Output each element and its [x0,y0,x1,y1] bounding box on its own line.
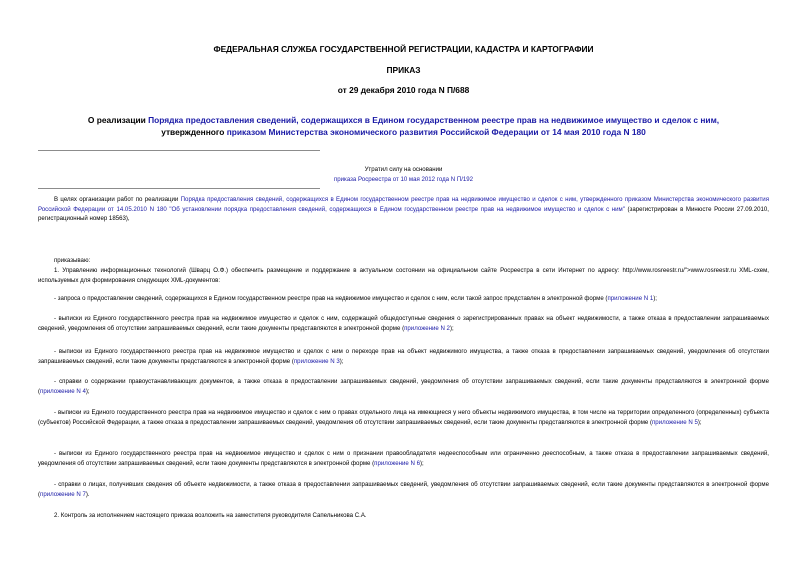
status-note-line1: Утратил силу на основании [364,166,443,173]
appendix-6-link[interactable]: приложение N 6 [374,459,420,467]
repeal-order-link[interactable]: приказа Росреестра от 10 мая 2012 года N П/192 [333,176,474,183]
appendix-1-link[interactable]: приложение N 1 [607,295,654,302]
appendix-7-link[interactable]: приложение N 7 [40,490,86,498]
order-word-text: приказываю: [54,257,91,264]
appendix-5-link[interactable]: приложение N 5 [652,418,698,426]
bullet-4-text: - справки о содержании правоустанавливающих документов, а также отказа в предоставлении запрашиваемых сведений, уведомления об отсутствии запрашиваемых сведений, если такие документы представляются в электронной форме ( [38,378,769,395]
bullet-7-text: - справки о лицах, получивших сведения об объекте недвижимости, а также отказа в предоставлении запрашиваемых сведений, уведомления об отсутствии запрашиваемых сведений, если такие документы представляются в электронной форме ( [38,481,769,498]
preamble-suffix: (зарегистрирован в Минюсте России 27.09.2010, регистрационный номер 18563), [38,205,769,223]
divider-top [38,150,320,151]
doc-title-line1 [0,115,807,126]
appendix-3-link[interactable]: приложение N 3 [293,357,340,365]
bullet-1-end: ); [653,295,658,302]
title-prefix-2: утвержденного [161,127,227,137]
title-order-link[interactable]: приказом Министерства экономического развития Российской Федерации от 14 мая 2010 года N 180 [226,127,646,137]
item-2-paragraph [38,511,769,521]
bullet-6-text: - выписки из Единого государственного реестра прав на недвижимое имущество и сделок с ним о признании правообладателя недееспособным или ограниченно дееспособным, а также отказа в предоставлении запрашиваемых сведений, уведомления об отсутствии запрашиваемых сведений, если такие документы представляются в электронной форме ( [38,450,769,467]
item-1-text: 1. Управлению информационных технологий (Шварц О.Ф.) обеспечить размещение и поддержание в актуальном состоянии на официальном сайте Росреестра в сети Интернет по адресу: http://www.rosreestr.ru/">www.rosreestr.ru XML-схем, используемых для формирования следующих XML-документов: [38,267,769,284]
bullet-2-end: ); [449,324,454,332]
title-procedure-link[interactable]: Порядка предоставления сведений, содержащихся в Едином государственном реестре прав на недвижимое имущество и сделок с ним, [148,115,720,125]
agency-heading: ФЕДЕРАЛЬНАЯ СЛУЖБА ГОСУДАРСТВЕННОЙ РЕГИСТРАЦИИ, КАДАСТРА И КАРТОГРАФИИ [213,44,594,54]
doc-title-line2 [0,127,807,138]
preamble-paragraph [38,195,769,224]
preamble-procedure-link[interactable]: Порядка предоставления сведений, содержащихся в Едином государственном реестре прав на недвижимое имущество и сделок с ним, утвержденного приказом Министерства экономического развития Российской Федерации от 14.05.2010 N 180 "Об установлении порядка предоставления сведений, содержащихся в Едином государственном реестре прав на недвижимое имущество и сделок с ним" [38,196,769,213]
status-note-line2 [0,175,807,185]
bullet-5-end: ); [697,418,702,426]
item-1-paragraph [38,266,769,285]
bullet-5 [38,408,769,427]
bullet-4-end: ); [85,387,90,395]
bullet-3-end: ); [339,357,344,365]
bullet-3 [38,347,769,366]
doc-date-number: от 29 декабря 2010 года N П/688 [337,85,470,95]
bullet-5-text: - выписки из Единого государственного реестра прав на недвижимое имущество и сделок с ним о правах отдельного лица на имеющиеся у него объекты недвижимого имущества, в том числе на территории определенного (определенных) субъекта (субъектов) Российской Федерации, а также отказа в предоставлении запрашиваемых сведений, уведомления об отсутствии запрашиваемых сведений, если такие документы представляются в электронной форме ( [38,409,769,426]
bullet-7 [38,480,769,499]
bullet-7-end: ). [85,490,90,498]
appendix-2-link[interactable]: приложение N 2 [404,324,450,332]
bullet-1-text: - запроса о предоставлении сведений, содержащихся в Едином государственном реестре прав на недвижимое имущество и сделок с ним, если такой запрос представлен в электронной форме ( [54,295,608,302]
bullet-3-text: - выписки из Единого государственного реестра прав на недвижимое имущество и сделок с ним о переходе прав на объект недвижимого имущества, а также отказа в предоставлении запрашиваемых сведений, уведомления об отсутствии запрашиваемых сведений, если такие документы представляются в электронной форме ( [38,348,769,365]
bullet-1 [38,294,769,304]
title-prefix: О реализации [87,115,149,125]
preamble-prefix: В целях организации работ по реализации [54,196,181,203]
bullet-2 [38,314,769,333]
item-2-text: 2. Контроль за исполнением настоящего приказа возложить на заместителя руководителя Сапельникова С.А. [54,512,367,519]
bullet-4 [38,377,769,396]
doc-type-heading: ПРИКАЗ [386,65,421,75]
bullet-6-end: ); [419,459,424,467]
bullet-2-text: - выписки из Единого государственного реестра прав на недвижимое имущество и сделок с ним, содержащей общедоступные сведения о зарегистрированных правах на объект недвижимости, а также отказа в предоставлении запрашиваемых сведений, уведомления об отсутствии запрашиваемых сведений, если такие документы представляются в электронной форме ( [38,315,769,332]
bullet-6 [38,449,769,468]
order-word [38,256,769,266]
appendix-4-link[interactable]: приложение N 4 [40,387,86,395]
divider-bottom [38,188,320,189]
